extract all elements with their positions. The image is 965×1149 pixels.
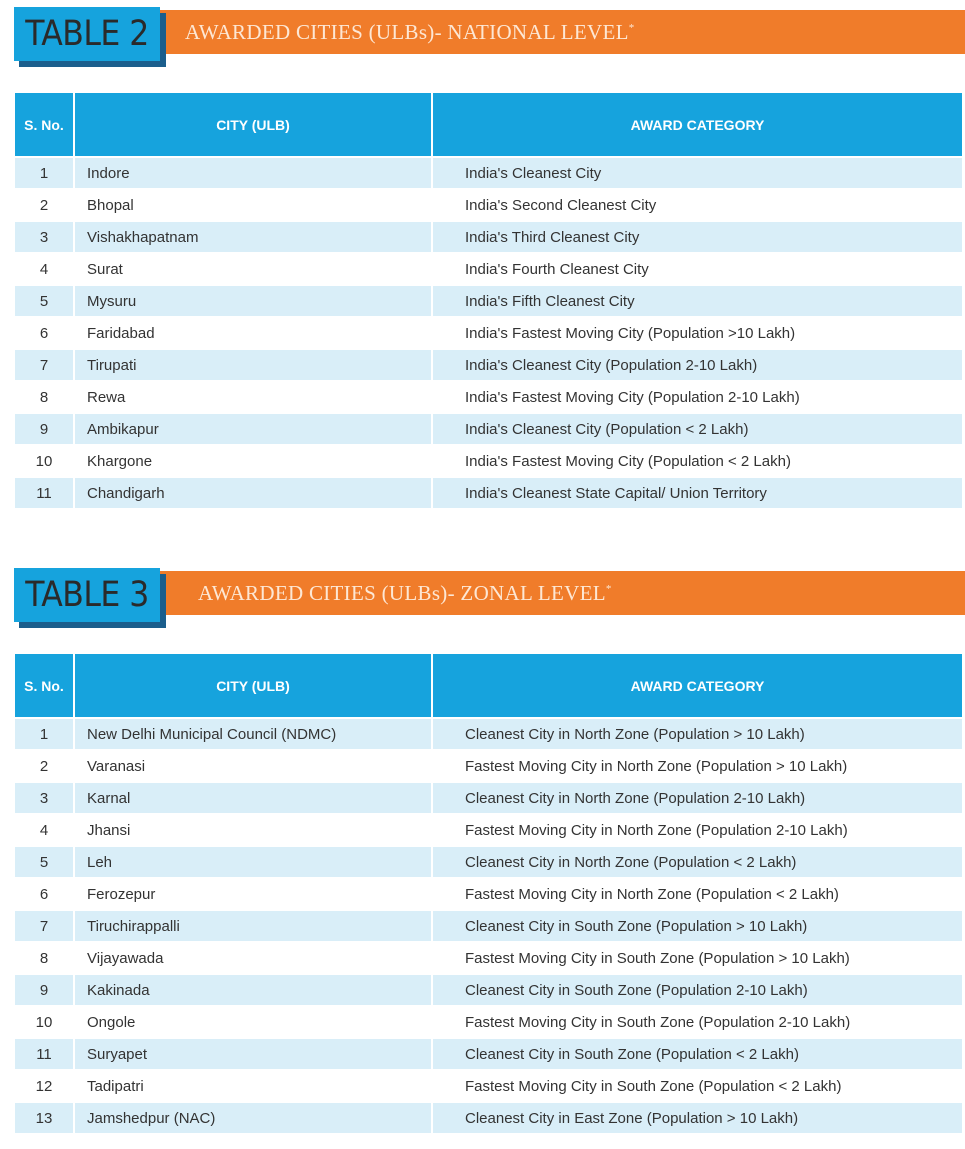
award-cell: Fastest Moving City in South Zone (Population 2-10 Lakh) [433,1005,962,1037]
city-cell: Rewa [75,380,433,412]
sno-cell: 12 [15,1069,75,1101]
sno-cell: 9 [15,412,75,444]
table-2-banner [0,0,965,60]
city-cell: Varanasi [75,749,433,781]
table-3 [15,654,962,1133]
table-row [15,941,962,973]
table-row [15,1069,962,1101]
table-header-row [15,654,962,717]
sno-cell: 8 [15,380,75,412]
award-cell: Cleanest City in South Zone (Population < 2 Lakh) [433,1037,962,1069]
table-row [15,220,962,252]
sno-cell: 7 [15,909,75,941]
header-sno: S. No. [15,654,75,717]
award-cell: Cleanest City in East Zone (Population > 10 Lakh) [433,1101,962,1133]
table-row [15,813,962,845]
award-cell: Fastest Moving City in South Zone (Population > 10 Lakh) [433,941,962,973]
award-cell: Cleanest City in North Zone (Population < 2 Lakh) [433,845,962,877]
table-row [15,188,962,220]
sno-cell: 3 [15,781,75,813]
table-2 [15,93,962,508]
header-award: AWARD CATEGORY [433,93,962,156]
header-award: AWARD CATEGORY [433,654,962,717]
city-cell: Vishakhapatnam [75,220,433,252]
table-row [15,252,962,284]
award-cell: India's Fastest Moving City (Population 2-10 Lakh) [433,380,962,412]
award-cell: India's Fifth Cleanest City [433,284,962,316]
city-cell: Bhopal [75,188,433,220]
table-2-label: TABLE 2 [25,14,149,54]
table-row [15,316,962,348]
sno-cell: 8 [15,941,75,973]
city-cell: Chandigarh [75,476,433,508]
table-row [15,909,962,941]
table-row [15,444,962,476]
award-cell: Fastest Moving City in North Zone (Population < 2 Lakh) [433,877,962,909]
city-cell: Tadipatri [75,1069,433,1101]
table-row [15,845,962,877]
city-cell: Ambikapur [75,412,433,444]
sno-cell: 9 [15,973,75,1005]
table-row [15,380,962,412]
sno-cell: 10 [15,444,75,476]
table-row [15,348,962,380]
city-cell: Tiruchirappalli [75,909,433,941]
award-cell: India's Cleanest City [433,156,962,188]
city-cell: Indore [75,156,433,188]
header-sno: S. No. [15,93,75,156]
award-cell: India's Cleanest City (Population 2-10 Lakh) [433,348,962,380]
sno-cell: 13 [15,1101,75,1133]
table-row [15,1005,962,1037]
sno-cell: 6 [15,316,75,348]
award-cell: India's Fourth Cleanest City [433,252,962,284]
table-3-body [15,717,962,1133]
sno-cell: 2 [15,188,75,220]
table-row [15,284,962,316]
city-cell: Vijayawada [75,941,433,973]
city-cell: Kakinada [75,973,433,1005]
sno-cell: 6 [15,877,75,909]
award-cell: Fastest Moving City in North Zone (Population 2-10 Lakh) [433,813,962,845]
sno-cell: 1 [15,717,75,749]
sno-cell: 3 [15,220,75,252]
table-2-body [15,156,962,508]
award-cell: Fastest Moving City in South Zone (Population < 2 Lakh) [433,1069,962,1101]
city-cell: Ongole [75,1005,433,1037]
table-row [15,781,962,813]
header-city: CITY (ULB) [75,654,433,717]
award-cell: India's Fastest Moving City (Population >10 Lakh) [433,316,962,348]
table-row [15,1101,962,1133]
table-header-row [15,93,962,156]
sno-cell: 11 [15,1037,75,1069]
table-row [15,877,962,909]
table-3-banner [0,561,965,621]
award-cell: India's Second Cleanest City [433,188,962,220]
table-2-title: AWARDED CITIES (ULBs)- NATIONAL LEVEL* [185,20,635,44]
city-cell: Jhansi [75,813,433,845]
sno-cell: 1 [15,156,75,188]
city-cell: Jamshedpur (NAC) [75,1101,433,1133]
table-row [15,412,962,444]
sno-cell: 2 [15,749,75,781]
city-cell: Ferozepur [75,877,433,909]
sno-cell: 5 [15,284,75,316]
table-row [15,973,962,1005]
city-cell: Karnal [75,781,433,813]
award-cell: Cleanest City in North Zone (Population > 10 Lakh) [433,717,962,749]
city-cell: Surat [75,252,433,284]
sno-cell: 4 [15,813,75,845]
city-cell: New Delhi Municipal Council (NDMC) [75,717,433,749]
city-cell: Tirupati [75,348,433,380]
sno-cell: 11 [15,476,75,508]
city-cell: Khargone [75,444,433,476]
table-3-label: TABLE 3 [25,575,149,615]
header-city: CITY (ULB) [75,93,433,156]
award-cell: Cleanest City in North Zone (Population 2-10 Lakh) [433,781,962,813]
sno-cell: 7 [15,348,75,380]
award-cell: India's Fastest Moving City (Population < 2 Lakh) [433,444,962,476]
table-row [15,749,962,781]
table-row [15,476,962,508]
award-cell: Cleanest City in South Zone (Population 2-10 Lakh) [433,973,962,1005]
award-cell: Cleanest City in South Zone (Population > 10 Lakh) [433,909,962,941]
award-cell: India's Cleanest City (Population < 2 Lakh) [433,412,962,444]
table-3-title: AWARDED CITIES (ULBs)- ZONAL LEVEL* [198,581,612,605]
award-cell: Fastest Moving City in North Zone (Population > 10 Lakh) [433,749,962,781]
city-cell: Mysuru [75,284,433,316]
city-cell: Suryapet [75,1037,433,1069]
city-cell: Faridabad [75,316,433,348]
city-cell: Leh [75,845,433,877]
table-row [15,717,962,749]
sno-cell: 5 [15,845,75,877]
table-row [15,1037,962,1069]
award-cell: India's Cleanest State Capital/ Union Territory [433,476,962,508]
award-cell: India's Third Cleanest City [433,220,962,252]
sno-cell: 4 [15,252,75,284]
sno-cell: 10 [15,1005,75,1037]
table-row [15,156,962,188]
